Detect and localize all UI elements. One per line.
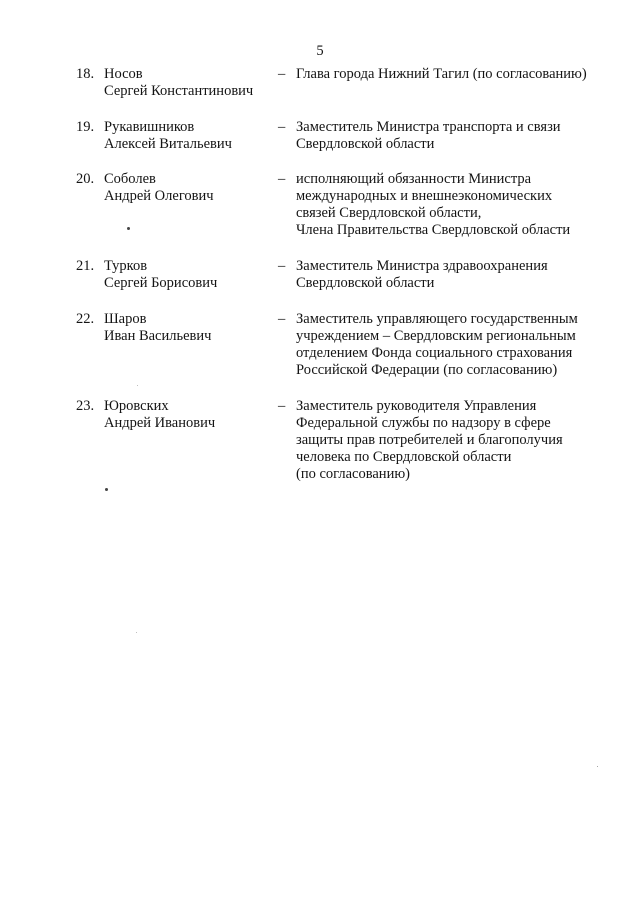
person-surname: Соболев bbox=[104, 171, 156, 187]
scan-speck bbox=[105, 488, 108, 491]
position-line: отделением Фонда социального страхования bbox=[296, 345, 573, 361]
position-line: Заместитель Министра транспорта и связи bbox=[296, 119, 561, 135]
person-position bbox=[296, 119, 626, 153]
position-line: (по согласованию) bbox=[296, 466, 410, 482]
person-surname: Шаров bbox=[104, 311, 147, 327]
dash-separator: – bbox=[278, 398, 286, 414]
position-line: Свердловской области bbox=[296, 136, 435, 152]
person-surname: Юровских bbox=[104, 398, 169, 414]
person-name bbox=[104, 119, 274, 153]
person-name bbox=[104, 398, 274, 432]
person-surname: Рукавишников bbox=[104, 119, 195, 135]
position-line: человека по Свердловской области bbox=[296, 449, 512, 465]
person-given-name: Алексей Витальевич bbox=[104, 136, 232, 152]
person-given-name: Сергей Константинович bbox=[104, 83, 254, 99]
person-position bbox=[296, 258, 626, 292]
dash-separator: – bbox=[278, 311, 286, 327]
scan-speck bbox=[597, 766, 598, 767]
position-line: учреждением – Свердловским региональным bbox=[296, 328, 576, 344]
scan-speck bbox=[137, 385, 138, 386]
scan-speck bbox=[136, 632, 137, 633]
scan-speck bbox=[127, 227, 130, 230]
entry-number: 19. bbox=[76, 119, 95, 135]
position-line: Члена Правительства Свердловской области bbox=[296, 222, 571, 238]
person-name bbox=[104, 66, 274, 100]
position-line: Свердловской области bbox=[296, 275, 435, 291]
person-position bbox=[296, 66, 626, 83]
person-surname: Турков bbox=[104, 258, 148, 274]
person-given-name: Иван Васильевич bbox=[104, 328, 212, 344]
position-line: Заместитель управляющего государственным bbox=[296, 311, 578, 327]
person-name bbox=[104, 258, 274, 292]
position-line: Глава города Нижний Тагил (по согласованию) bbox=[296, 66, 587, 82]
person-position bbox=[296, 398, 626, 483]
dash-separator: – bbox=[278, 171, 286, 187]
dash-separator: – bbox=[278, 119, 286, 135]
person-given-name: Сергей Борисович bbox=[104, 275, 218, 291]
entry-number: 18. bbox=[76, 66, 95, 82]
entry-number: 23. bbox=[76, 398, 95, 414]
entry-number: 20. bbox=[76, 171, 95, 187]
entry-number: 21. bbox=[76, 258, 95, 274]
dash-separator: – bbox=[278, 66, 286, 82]
person-given-name: Андрей Олегович bbox=[104, 188, 214, 204]
entry-number: 22. bbox=[76, 311, 95, 327]
dash-separator: – bbox=[278, 258, 286, 274]
position-line: исполняющий обязанности Министра bbox=[296, 171, 532, 187]
person-position bbox=[296, 171, 626, 239]
person-given-name: Андрей Иванович bbox=[104, 415, 216, 431]
position-line: Российской Федерации (по согласованию) bbox=[296, 362, 558, 378]
position-line: международных и внешнеэкономических bbox=[296, 188, 553, 204]
person-position bbox=[296, 311, 626, 379]
position-line: связей Свердловской области, bbox=[296, 205, 482, 221]
position-line: Заместитель Министра здравоохранения bbox=[296, 258, 548, 274]
position-line: защиты прав потребителей и благополучия bbox=[296, 432, 563, 448]
page-number: 5 bbox=[316, 43, 324, 59]
person-name bbox=[104, 171, 274, 205]
person-surname: Носов bbox=[104, 66, 143, 82]
position-line: Федеральной службы по надзору в сфере bbox=[296, 415, 551, 431]
person-name bbox=[104, 311, 274, 345]
position-line: Заместитель руководителя Управления bbox=[296, 398, 537, 414]
